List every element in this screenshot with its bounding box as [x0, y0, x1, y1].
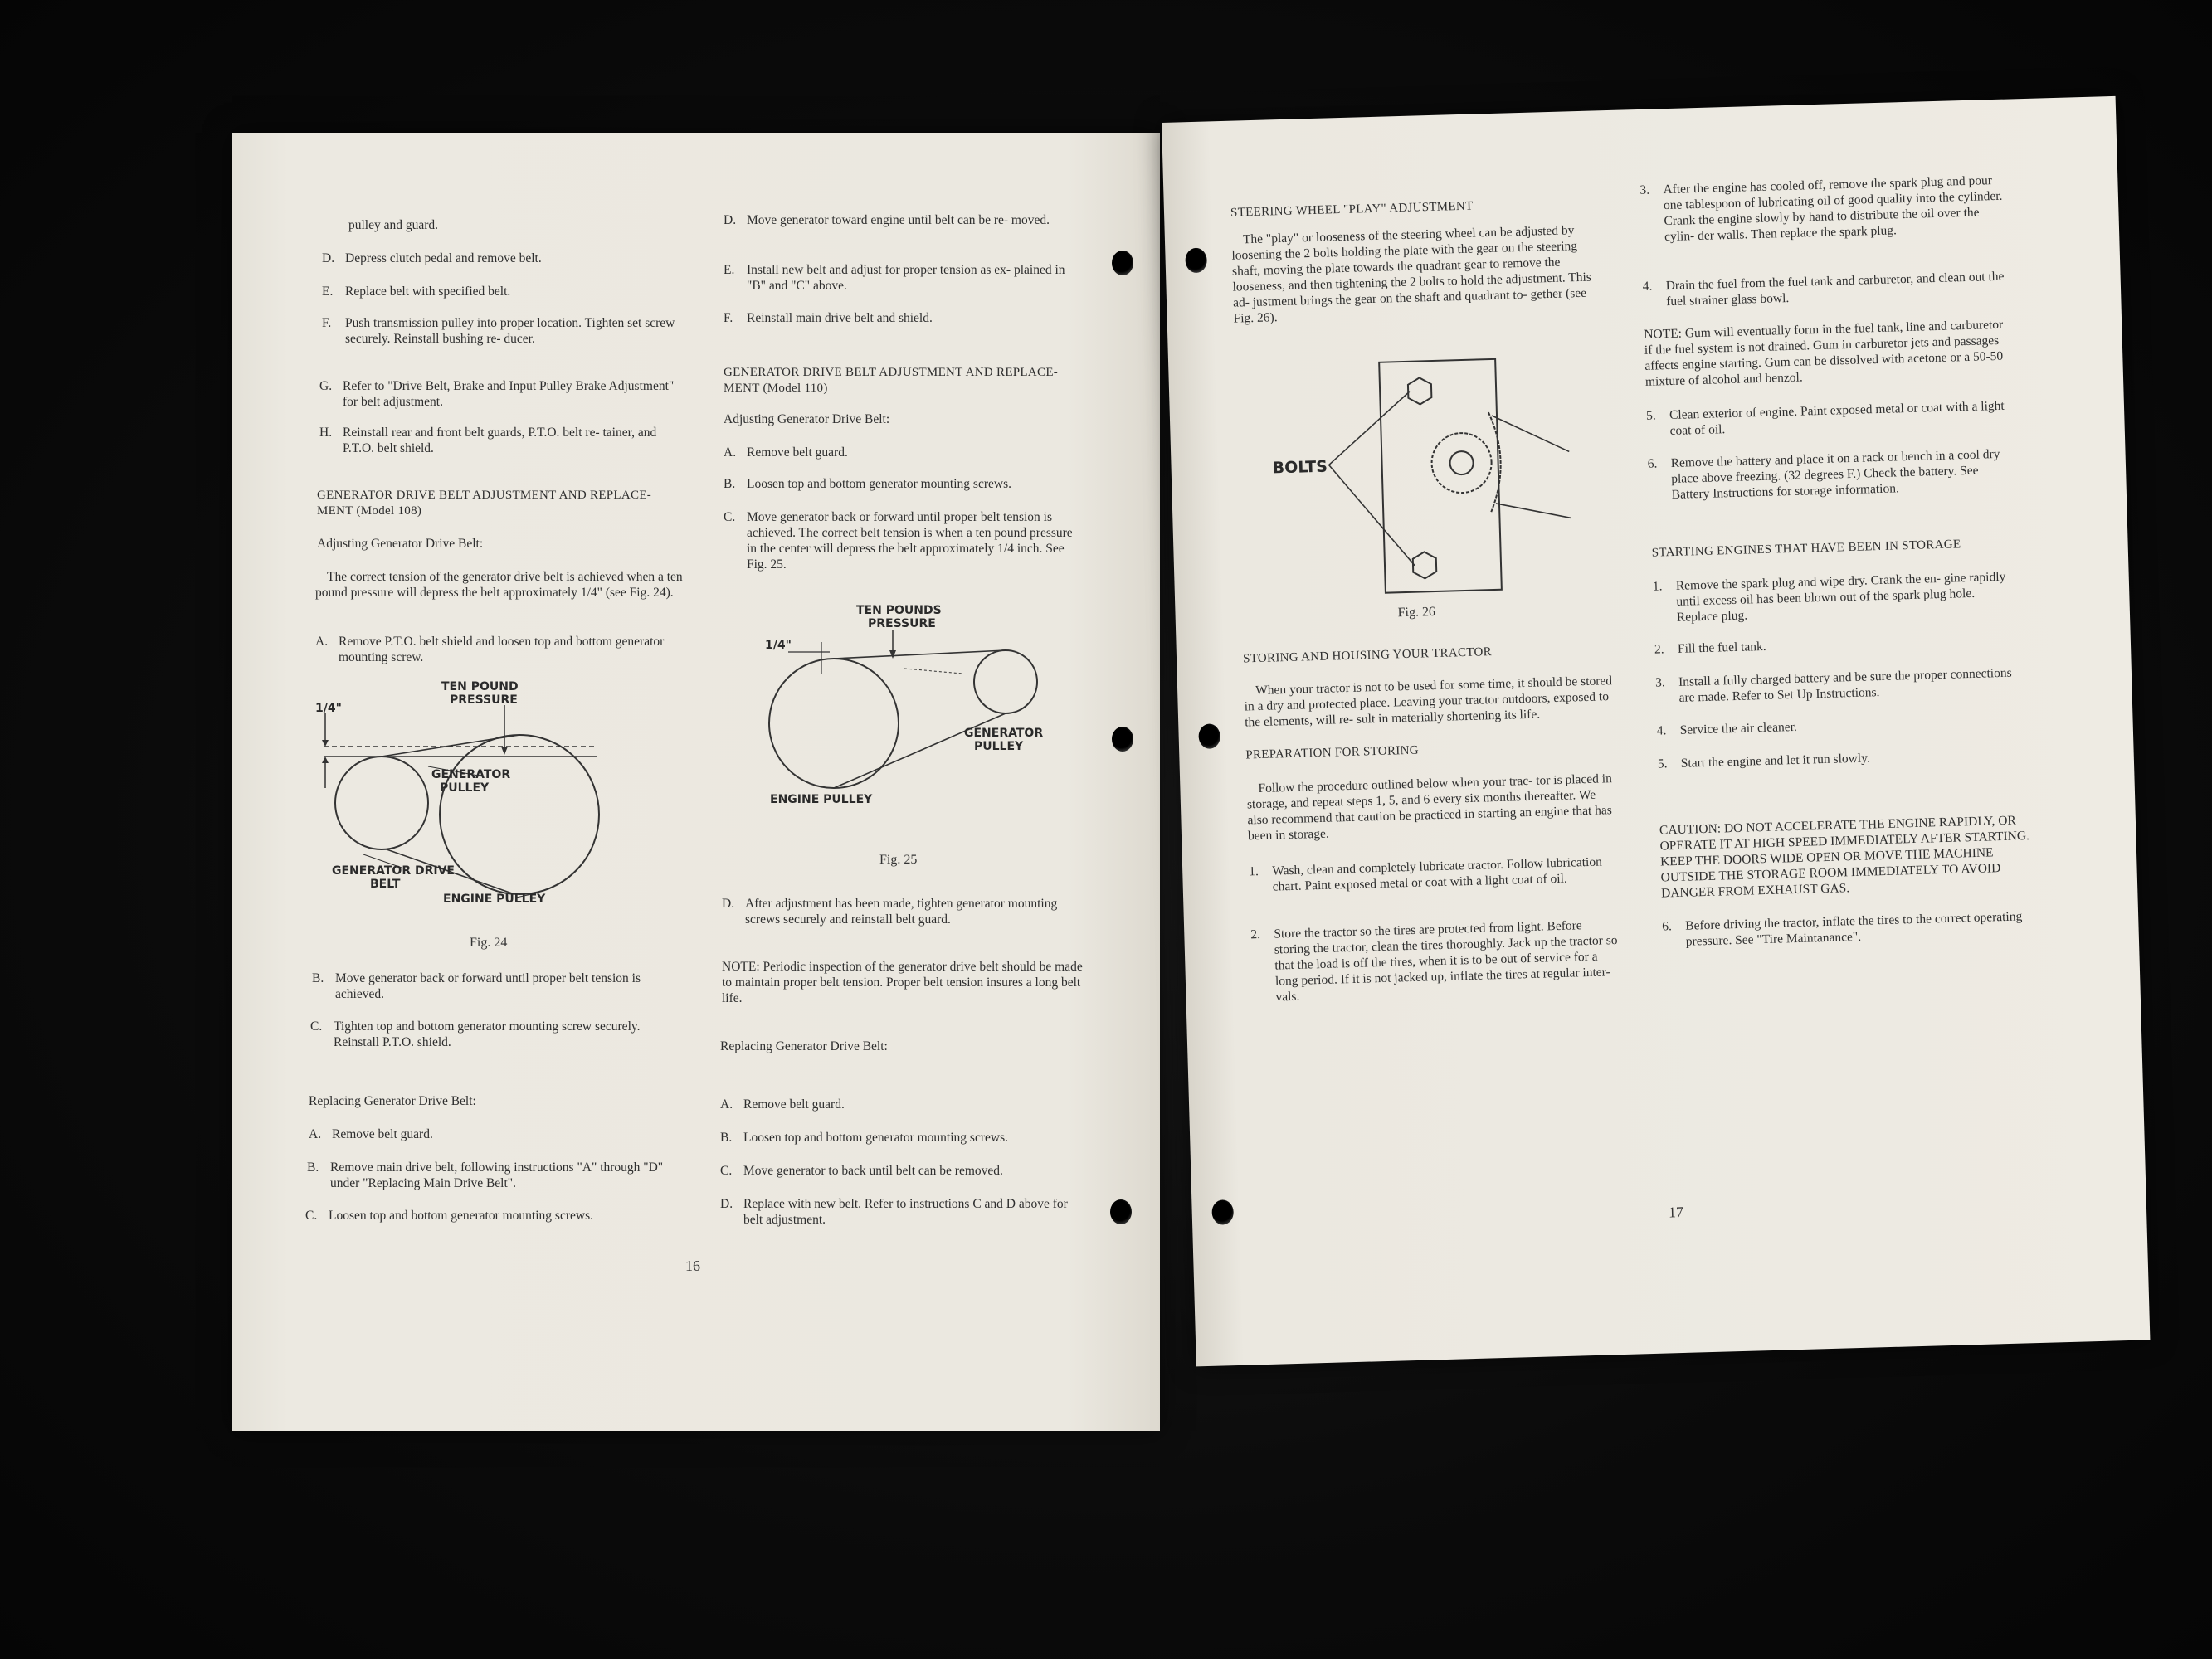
- paragraph: Follow the procedure outlined below when your trac- tor is placed in storage, and repeat steps 1, 5, and 6 every six months thereafter. We also recommend that caution be practiced in starting an engine that has been in storage.: [1246, 771, 1613, 844]
- fig25-gen-pulley-label: GENERATOR: [964, 727, 1044, 740]
- list-item: 6. Remove the battery and place it on a rack or bench in a cool dry place above freezing. (32 degrees F.) Check the battery. See Battery Instructions for storage information.: [1647, 446, 2000, 503]
- section-heading: GENERATOR DRIVE BELT ADJUSTMENT AND REPLACE- MENT (Model 110): [724, 366, 1059, 395]
- list-item: H. Reinstall rear and front belt guards, P.T.O. belt re- tainer, and P.T.O. belt shield.: [319, 426, 657, 455]
- list-item: 3. Install a fully charged battery and be sure the proper connections are made. Refer to Set Up Instructions.: [1654, 665, 2012, 705]
- list-item: F. Push transmission pulley into proper location. Tighten set screw securely. Reinstall bushing re- ducer.: [322, 316, 675, 346]
- list-item: G. Refer to "Drive Belt, Brake and Input Pulley Brake Adjustment" for belt adjustment.: [319, 379, 675, 409]
- list-item: F. Reinstall main drive belt and shield.: [724, 311, 933, 325]
- list-item: B. Move generator back or forward until proper belt tension is achieved.: [312, 971, 641, 1001]
- list-item: 6. Before driving the tractor, inflate the tires to the correct operating pressure. See "Tire Maintanance".: [1662, 909, 2023, 949]
- fig25-engine-pulley-label: ENGINE PULLEY: [770, 793, 873, 806]
- list-item: 5. Start the engine and let it run slowly.: [1657, 751, 1870, 771]
- paragraph: The "play" or looseness of the steering wheel can be adjusted by loosening the 2 bolts holding the plate with the gear on the steering shaft, moving the plate towards the quadrant gear to remove the looseness, and then tightening the 2 bolts to hold the adjustment. This ad- justment brings the gear on the shaft and quadrant to- gether (see Fig. 26).: [1231, 223, 1592, 326]
- subheading: Replacing Generator Drive Belt:: [720, 1039, 888, 1053]
- list-item: C. Loosen top and bottom generator mounting screws.: [305, 1209, 593, 1223]
- fig24-pressure-label: TEN POUND: [441, 680, 519, 693]
- paragraph: The correct tension of the generator drive belt is achieved when a ten pound pressure will depress the belt approximately 1/4" (see Fig. 24).: [315, 570, 683, 600]
- list-item: 2. Fill the fuel tank.: [1654, 639, 1766, 657]
- list-item: 5. Clean exterior of engine. Paint exposed metal or coat with a light coat of oil.: [1645, 398, 2005, 439]
- fig25-quarter-label: 1/4": [765, 639, 792, 652]
- paragraph: When your tractor is not to be used for some time, it should be stored in a dry and protected place. Leaving your tractor outdoors, exposed to the elements, will re- sult in materially shortening its life.: [1244, 674, 1613, 730]
- page-number: 17: [1668, 1203, 1684, 1221]
- section-heading: STORING AND HOUSING YOUR TRACTOR: [1242, 645, 1493, 666]
- section-heading: PREPARATION FOR STORING: [1245, 743, 1420, 762]
- fig24-gen-pulley-label: GENERATOR: [431, 768, 511, 781]
- section-heading: STARTING ENGINES THAT HAVE BEEN IN STORAGE: [1651, 538, 1961, 560]
- fig24-gen-belt-label: GENERATOR DRIVE: [332, 864, 455, 878]
- list-item: B. Loosen top and bottom generator mounting screws.: [720, 1131, 1008, 1145]
- subheading: Adjusting Generator Drive Belt:: [724, 412, 890, 426]
- list-item: 1. Wash, clean and completely lubricate tractor. Follow lubrication chart. Paint exposed metal or coat with a light coat of oil.: [1249, 854, 1603, 894]
- list-item: D. Replace with new belt. Refer to instructions C and D above for belt adjustment.: [720, 1197, 1068, 1227]
- fig25-pressure-label: TEN POUNDS: [856, 604, 942, 617]
- fig26-bolts-label: BOLTS: [1272, 457, 1328, 478]
- list-item: D. Depress clutch pedal and remove belt.: [322, 251, 542, 265]
- page-number: 16: [685, 1258, 700, 1274]
- list-item: A. Remove belt guard.: [309, 1127, 433, 1141]
- subheading: Adjusting Generator Drive Belt:: [317, 537, 484, 551]
- note: NOTE: Gum will eventually form in the fuel tank, line and carburetor if the fuel system is not drained. Gum in carburetor jets and passages affects engine starting. Gum can be dissolved with acetone or a 50-50 mixture of alcohol and benzol.: [1644, 317, 2004, 389]
- fig26-caption: Fig. 26: [1397, 605, 1436, 620]
- fig24-engine-pulley-label: ENGINE PULLEY: [443, 893, 546, 906]
- section-heading: STEERING WHEEL "PLAY" ADJUSTMENT: [1230, 199, 1474, 220]
- binder-hole: [1198, 723, 1220, 749]
- fig24-quarter-label: 1/4": [315, 702, 342, 715]
- list-item: E. Install new belt and adjust for proper tension as ex- plained in "B" and "C" above.: [724, 263, 1065, 293]
- binder-hole: [1112, 251, 1133, 275]
- fig24-caption: Fig. 24: [470, 936, 508, 950]
- list-item: A. Remove belt guard.: [724, 445, 848, 460]
- fig25-belt-diagram: [755, 599, 1062, 806]
- fig26-steering-diagram: [1235, 351, 1623, 602]
- list-item: C. Move generator back or forward until proper belt tension is achieved. The correct belt tension is when a ten pound pressure in the center will depress the belt approximately 1/4 inch. See Fig. 25.: [724, 510, 1073, 572]
- fig24-belt-diagram: [315, 680, 697, 921]
- section-heading: GENERATOR DRIVE BELT ADJUSTMENT AND REPLACE- MENT (Model 108): [317, 489, 652, 518]
- list-item: A. Remove belt guard.: [720, 1097, 845, 1112]
- subheading: Replacing Generator Drive Belt:: [309, 1094, 476, 1108]
- right-page: [1162, 96, 2150, 1367]
- list-item: 2. Store the tractor so the tires are protected from light. Before storing the tractor, clean the tires thoroughly. Jack up the tractor so that the load is off the tires, when it is to be out of service for a long period. If it is not jacked up, inflate the tires at regular inter- vals.: [1250, 918, 1618, 1005]
- list-item: A. Remove P.T.O. belt shield and loosen top and bottom generator mounting screw.: [315, 635, 665, 664]
- binder-hole: [1112, 727, 1133, 752]
- fig25-pressure-label-2: PRESSURE: [868, 617, 936, 630]
- list-item: D. After adjustment has been made, tighten generator mounting screws securely and reinstall belt guard.: [722, 897, 1058, 927]
- left-page: [232, 133, 1160, 1431]
- list-item: B. Loosen top and bottom generator mounting screws.: [724, 477, 1011, 491]
- fig24-pressure-label-2: PRESSURE: [450, 693, 518, 707]
- list-item: 3. After the engine has cooled off, remove the spark plug and pour one tablespoon of lubricating oil of good quality into the cylinder. Crank the engine slowly by hand to distribute the oil over the cylin- der walls. Then replace the spark plug.: [1640, 173, 2003, 245]
- list-item: E. Replace belt with specified belt.: [322, 285, 511, 299]
- note: NOTE: Periodic inspection of the generator drive belt should be made to maintain proper belt tension. Proper belt tension insures a long belt life.: [722, 960, 1083, 1005]
- fig25-gen-pulley-label-2: PULLEY: [974, 740, 1024, 753]
- list-item: pulley and guard.: [348, 218, 439, 232]
- list-item: B. Remove main drive belt, following instructions "A" through "D" under "Replacing Main Drive Belt".: [307, 1160, 664, 1190]
- list-item: C. Tighten top and bottom generator mounting screw securely. Reinstall P.T.O. shield.: [310, 1019, 641, 1049]
- caution-text: CAUTION: DO NOT ACCELERATE THE ENGINE RAPIDLY, OR OPERATE IT AT HIGH SPEED IMMEDIATELY AFTER STARTING. KEEP THE DOORS WIDE OPEN OR MOVE THE MACHINE OUTSIDE THE STORAGE ROOM IMMEDIATELY TO AVOID DANGER FROM EXHAUST GAS.: [1659, 813, 2030, 901]
- binder-hole: [1185, 248, 1207, 274]
- list-item: C. Move generator to back until belt can be removed.: [720, 1164, 1003, 1178]
- list-item: 4. Service the air cleaner.: [1656, 719, 1798, 738]
- list-item: D. Move generator toward engine until belt can be re- moved.: [724, 213, 1050, 227]
- binder-hole: [1211, 1199, 1234, 1225]
- list-item: 1. Remove the spark plug and wipe dry. Crank the en- gine rapidly until excess oil has been blown out of the spark plug hole. Replace plug.: [1652, 569, 2006, 625]
- list-item: 4. Drain the fuel from the fuel tank and carburetor, and clean out the fuel strainer glass bowl.: [1642, 269, 2005, 309]
- fig24-gen-belt-label-2: BELT: [370, 878, 401, 891]
- fig24-gen-pulley-label-2: PULLEY: [440, 781, 490, 795]
- fig25-caption: Fig. 25: [879, 853, 918, 867]
- binder-hole: [1110, 1199, 1132, 1224]
